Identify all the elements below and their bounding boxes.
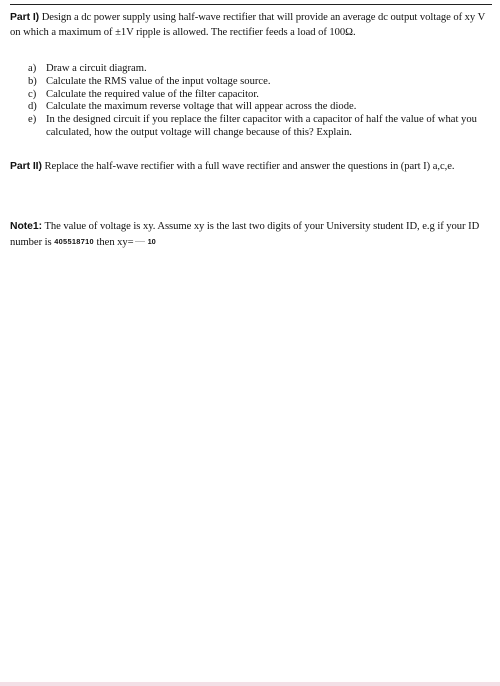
list-item-text: In the designed circuit if you replace the filter capacitor with a capacitor of half the value of what you calculated, how the output voltage will change because of this? Explain.: [46, 114, 477, 138]
note-paragraph: [10, 220, 488, 250]
part-2-text: Replace the half-wave rectifier with a full wave rectifier and answer the questions in (part I) a,c,e.: [41, 161, 455, 172]
list-item: [28, 76, 486, 88]
note-text: The value of voltage is xy. Assume xy is the last two digits of your University student ID, e.g if your ID number is: [10, 221, 480, 248]
note-label: Note1:: [10, 221, 43, 232]
question-list: [28, 63, 486, 139]
list-item-text: Calculate the maximum reverse voltage that will appear across the diode.: [46, 101, 357, 113]
list-item: [28, 89, 486, 101]
list-marker: b): [28, 75, 37, 87]
list-marker: c): [28, 88, 37, 100]
example-id-number: 405518710: [54, 236, 94, 246]
part-1-text: Design a dc power supply using half-wave rectifier that will provide an average dc output voltage of xy V on which a maximum of ±1V ripple is allowed. The rectifier feeds a load of 100Ω.: [10, 12, 485, 38]
note-text-after: then xy=: [93, 236, 134, 248]
list-item-text: Calculate the RMS value of the input voltage source.: [46, 75, 271, 87]
xy-underline: [135, 241, 145, 242]
list-item-text: Draw a circuit diagram.: [46, 63, 147, 74]
bottom-edge-bar: [0, 682, 500, 686]
list-marker: d): [28, 101, 37, 113]
part-2-paragraph: [10, 160, 488, 175]
list-item-text: Calculate the required value of the filter capacitor.: [46, 88, 259, 100]
part-2-label: Part II): [10, 161, 42, 172]
list-marker: e): [28, 114, 37, 126]
part-1-label: Part I): [10, 12, 40, 23]
list-item: [28, 63, 486, 75]
xy-value: 10: [147, 236, 156, 246]
part-1-paragraph: [10, 11, 488, 40]
list-marker: a): [28, 63, 37, 74]
list-item: [28, 101, 486, 113]
list-item: [28, 114, 486, 139]
top-divider: [10, 4, 492, 5]
